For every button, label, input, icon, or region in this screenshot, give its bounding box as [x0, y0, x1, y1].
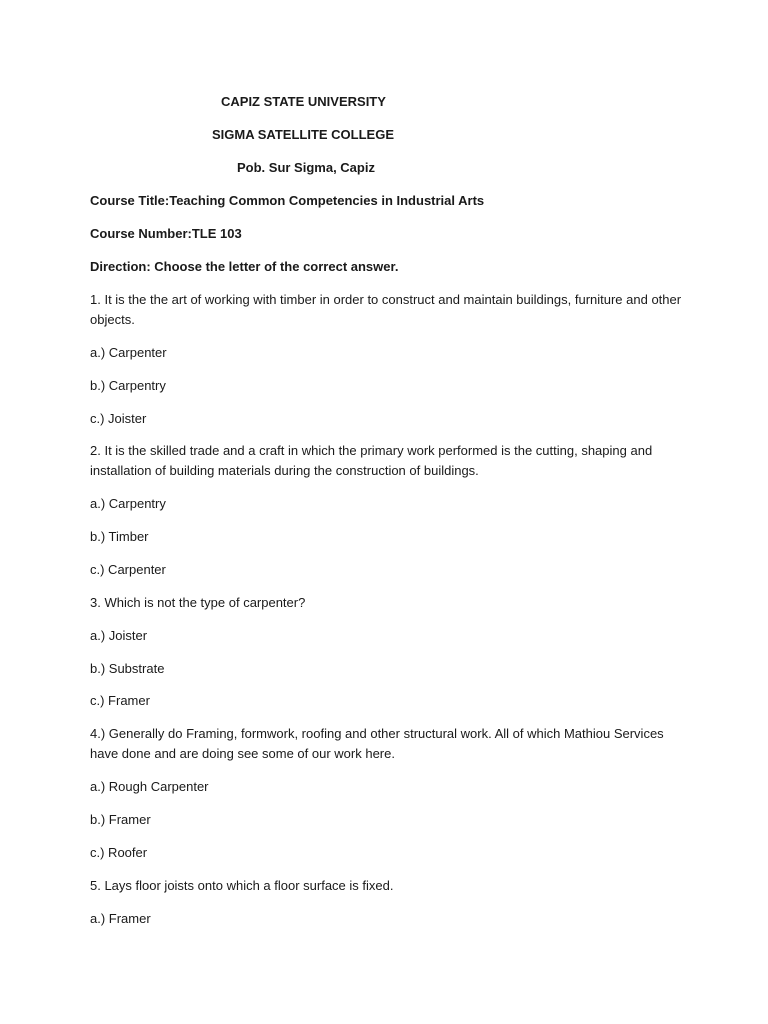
course-number: Course Number:TLE 103	[90, 226, 242, 241]
question-4-option-c: c.) Roofer	[90, 845, 148, 860]
college-address: Pob. Sur Sigma, Capiz	[237, 160, 375, 175]
question-4-option-b: b.) Framer	[90, 812, 151, 827]
question-3-option-a: a.) Joister	[90, 628, 148, 643]
university-name: CAPIZ STATE UNIVERSITY	[221, 94, 386, 109]
course-title: Course Title:Teaching Common Competencies in Industrial Arts	[90, 193, 485, 208]
question-2-text: 2. It is the skilled trade and a craft in which the primary work performed is the cutting, shaping and installation of building materials during the construction of buildings.	[90, 443, 653, 478]
question-5-option-a: a.) Framer	[90, 911, 151, 926]
question-1-option-c: c.) Joister	[90, 411, 147, 426]
question-2-option-a: a.) Carpentry	[90, 496, 166, 511]
question-1-text: 1. It is the the art of working with timber in order to construct and maintain buildings, furniture and other objects.	[90, 292, 682, 327]
question-3-text: 3. Which is not the type of carpenter?	[90, 595, 306, 610]
question-1-option-a: a.) Carpenter	[90, 345, 167, 360]
direction-text: Direction: Choose the letter of the correct answer.	[90, 259, 399, 274]
question-5-text: 5. Lays floor joists onto which a floor surface is fixed.	[90, 878, 394, 893]
question-2-option-c: c.) Carpenter	[90, 562, 166, 577]
college-name: SIGMA SATELLITE COLLEGE	[212, 127, 394, 142]
question-2-option-b: b.) Timber	[90, 529, 149, 544]
question-1-option-b: b.) Carpentry	[90, 378, 166, 393]
question-4-text: 4.) Generally do Framing, formwork, roofing and other structural work. All of which Mathiou Services have done and are doing see some of our work here.	[90, 726, 664, 761]
question-4-option-a: a.) Rough Carpenter	[90, 779, 209, 794]
question-3-option-c: c.) Framer	[90, 693, 150, 708]
question-3-option-b: b.) Substrate	[90, 661, 165, 676]
